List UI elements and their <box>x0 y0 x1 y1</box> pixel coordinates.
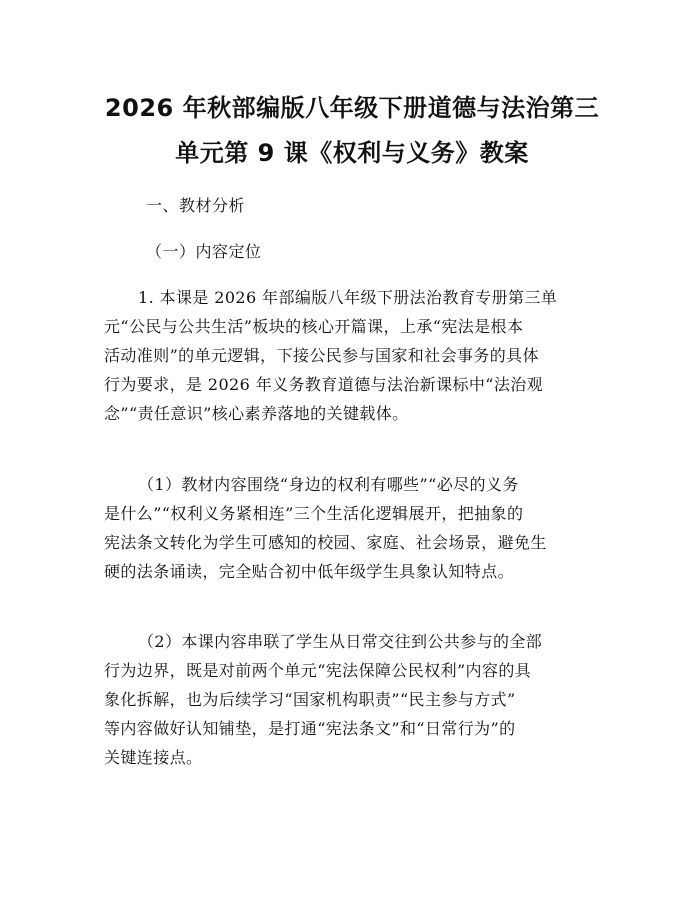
paragraph-2-line: 宪法条文转化为学生可感知的校园、家庭、社会场景，避免生 <box>104 533 547 552</box>
paragraph-1-line: 行为要求，是 2026 年义务教育道德与法治新课标中“法治观 <box>104 375 544 394</box>
subsection-heading-content-positioning: （一）内容定位 <box>146 242 262 261</box>
paragraph-1-line: 1. 本课是 2026 年部编版八年级下册法治教育专册第三单 <box>138 288 558 307</box>
paragraph-3-line: 象化拆解，也为后续学习“国家机构职责”“民主参与方式” <box>104 690 516 709</box>
paragraph-3-line: 行为边界，既是对前两个单元“宪法保障公民权利”内容的具 <box>104 661 532 680</box>
paragraph-3-line: （2）本课内容串联了学生从日常交往到公共参与的全部 <box>138 632 543 651</box>
section-heading-textbook-analysis: 一、教材分析 <box>146 196 246 215</box>
paragraph-1 <box>104 283 600 428</box>
document-title-line-2: 单元第 9 课《权利与义务》教案 <box>175 139 529 167</box>
paragraph-2-line: 是什么”“权利义务紧相连”三个生活化逻辑展开，把抽象的 <box>104 504 524 523</box>
paragraph-2-line: 硬的法条诵读，完全贴合初中低年级学生具象认知特点。 <box>104 562 515 581</box>
paragraph-3-line: 等内容做好认知铺垫，是打通“宪法条文”和“日常行为”的 <box>104 719 516 738</box>
paragraph-1-line: 元“公民与公共生活”板块的核心开篇课，上承“宪法是根本 <box>104 317 524 336</box>
paragraph-2 <box>104 470 600 586</box>
paragraph-1-line: 活动准则”的单元逻辑，下接公民参与国家和社会事务的具体 <box>104 346 539 365</box>
paragraph-1-line: 念”“责任意识”核心素养落地的关键载体。 <box>104 404 409 423</box>
paragraph-3-line: 关键连接点。 <box>104 748 203 767</box>
document-title-line-1: 2026 年秋部编版八年级下册道德与法治第三 <box>104 94 600 122</box>
paragraph-3 <box>104 627 600 772</box>
paragraph-2-line: （1）教材内容围绕“身边的权利有哪些”“必尽的义务 <box>138 475 519 494</box>
